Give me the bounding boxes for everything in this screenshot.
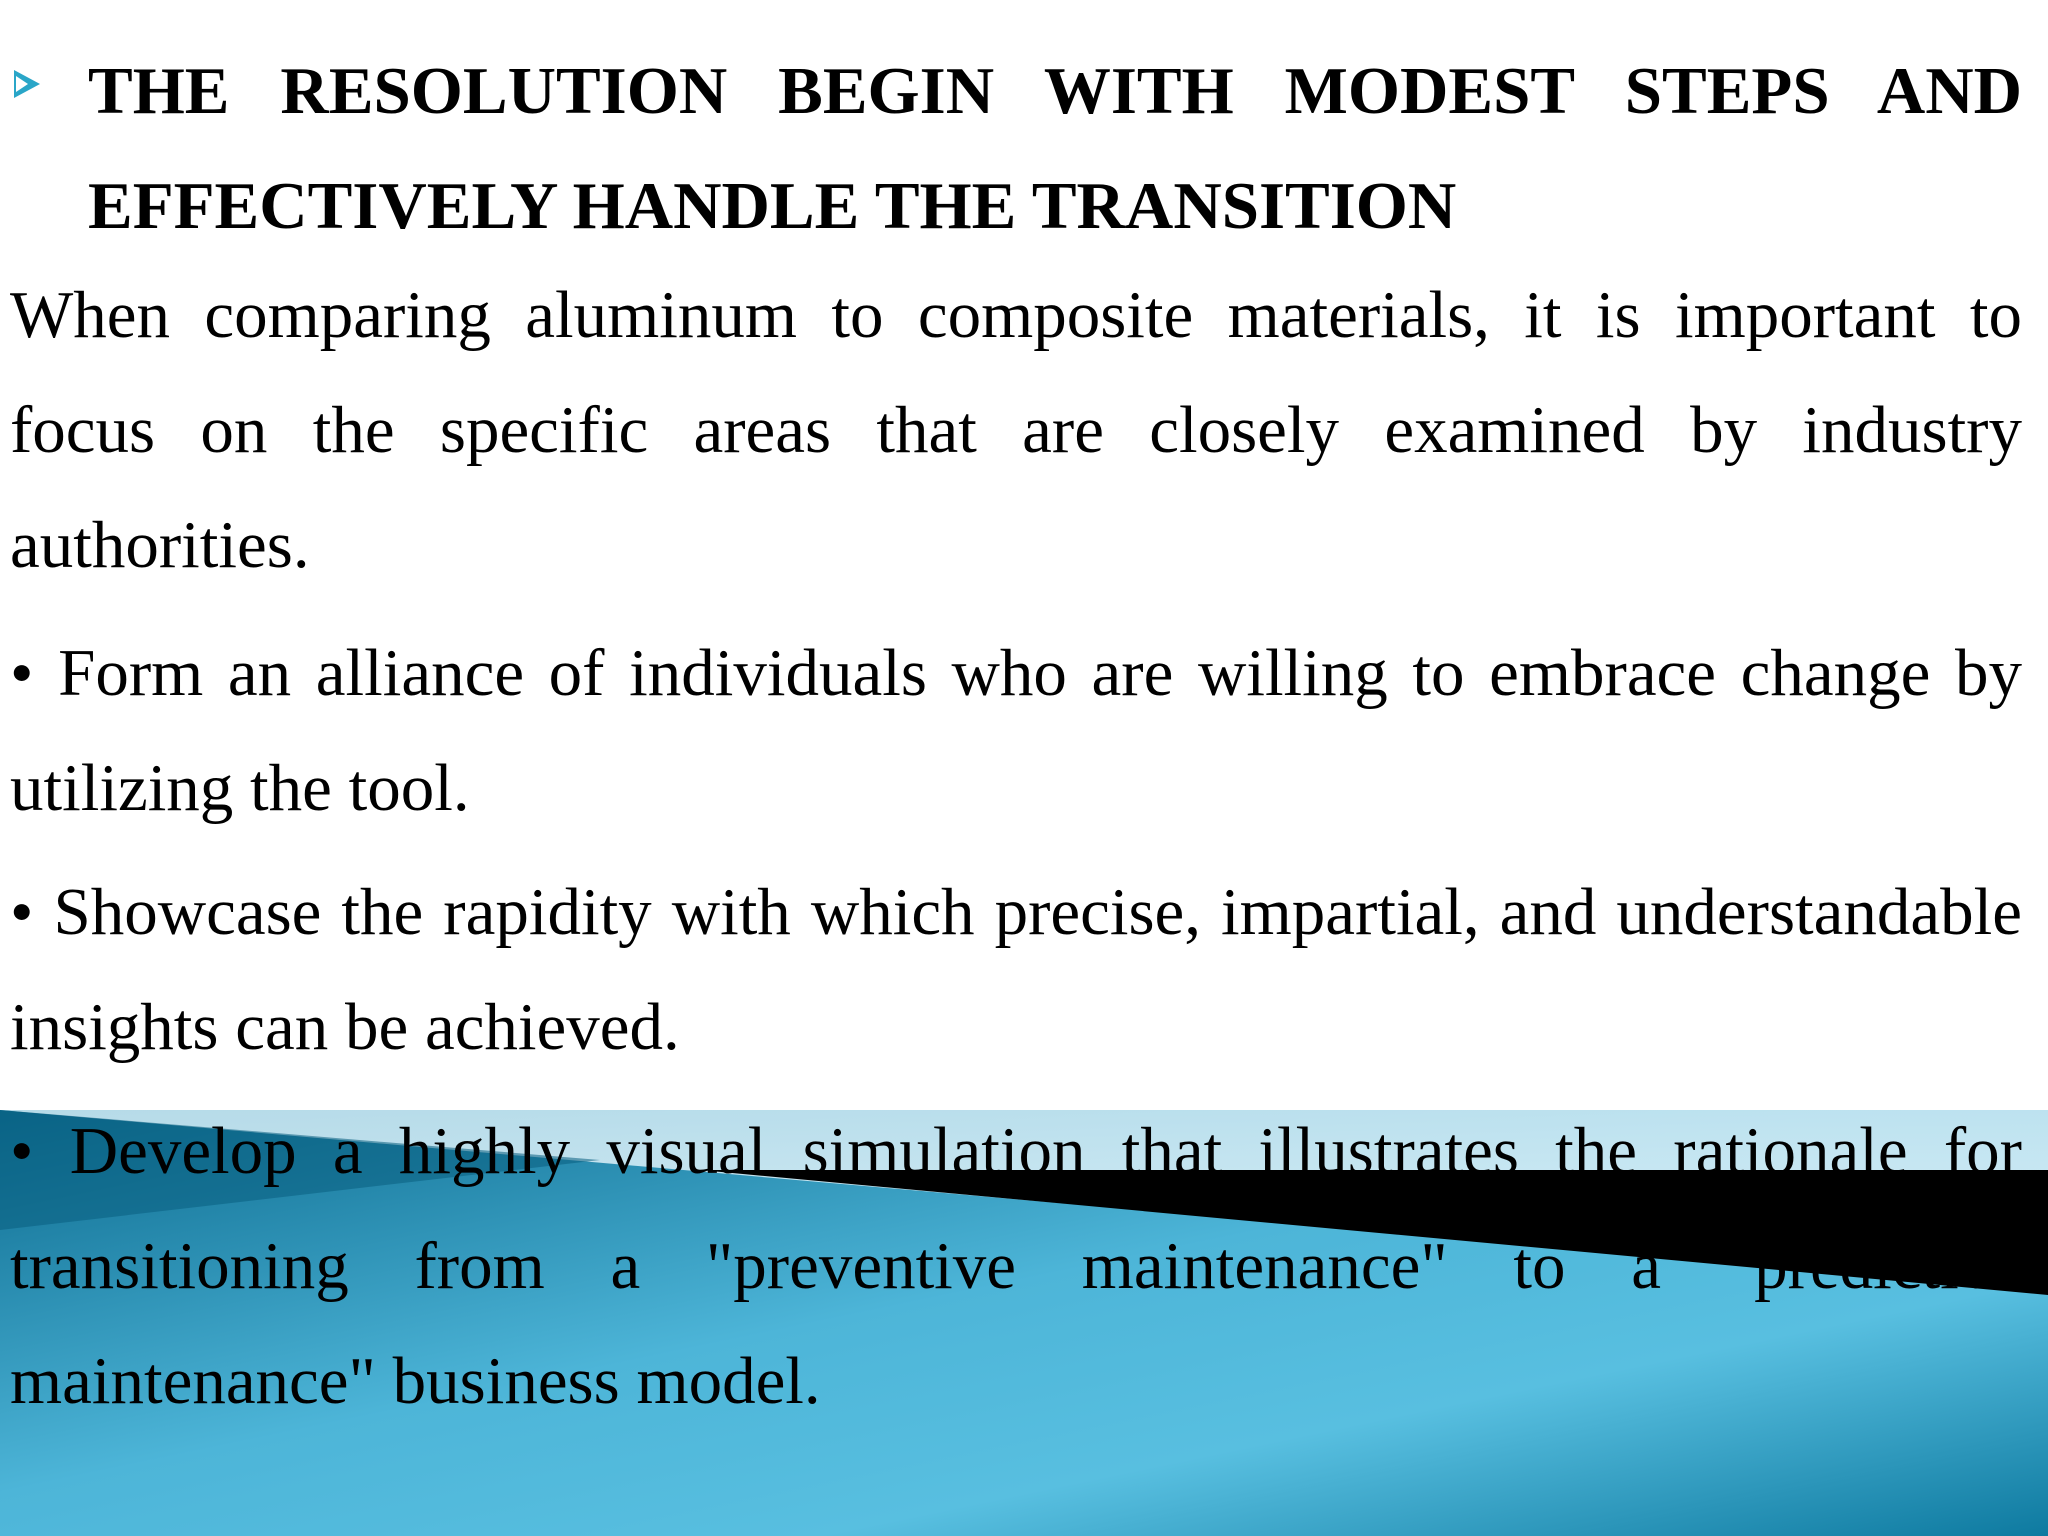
intro-paragraph: When comparing aluminum to composite materials, it is important to focus on the specific areas that are closely examined by industry authorities. [10,278,2022,582]
bullet-item-alliance: • Form an alliance of individuals who are willing to embrace change by utilizing the tool. [10,636,2022,825]
bullet-item-simulation: • Develop a highly visual simulation that illustrates the rationale for transitioning from a "preventive maintenance" to a "predictive maintenance" business model. [10,1114,2022,1418]
slide-heading: THE RESOLUTION BEGIN WITH MODEST STEPS AND EFFECTIVELY HANDLE THE TRANSITION [88,54,2022,243]
bullet-item-showcase: • Showcase the rapidity with which precise, impartial, and understandable insights can be achieved. [10,875,2022,1064]
arrow-bullet-icon [14,70,40,98]
